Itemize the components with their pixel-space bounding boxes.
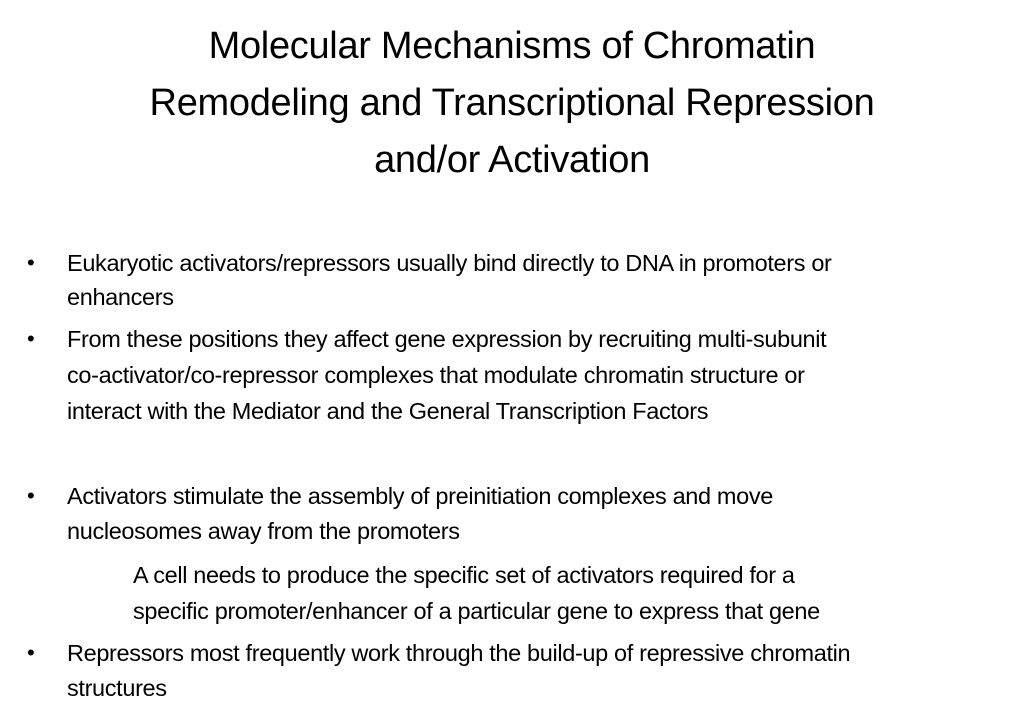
title-line: Remodeling and Transcriptional Repression <box>149 82 875 124</box>
bullet-text-line: structures <box>67 675 167 701</box>
bullet-text-line: interact with the Mediator and the General Transcription Factors <box>67 398 709 424</box>
bullet-text-line: Repressors most frequently work through the build-up of repressive chromatin <box>67 640 851 666</box>
bullet-text-line: nucleosomes away from the promoters <box>67 518 460 544</box>
bullet-dot-icon: • <box>27 326 35 351</box>
bullet-dot-icon: • <box>27 640 35 665</box>
title-line: Molecular Mechanisms of Chromatin <box>208 25 816 67</box>
bullet-text-line: enhancers <box>67 284 174 310</box>
sub-text-line: A cell needs to produce the specific set of activators required for a <box>133 562 795 588</box>
bullet-text-line: Eukaryotic activators/repressors usually bind directly to DNA in promoters or <box>67 250 832 276</box>
bullet-text-line: co-activator/co-repressor complexes that modulate chromatin structure or <box>67 362 805 388</box>
bullet-text-line: Activators stimulate the assembly of preinitiation complexes and move <box>67 483 773 509</box>
slide-title <box>0 18 1024 189</box>
bullet-text-line: From these positions they affect gene expression by recruiting multi-subunit <box>67 326 827 352</box>
sub-text-line: specific promoter/enhancer of a particular gene to express that gene <box>133 598 820 624</box>
bullet-dot-icon: • <box>27 250 35 275</box>
bullet-dot-icon: • <box>27 483 35 508</box>
title-line: and/or Activation <box>374 139 650 181</box>
